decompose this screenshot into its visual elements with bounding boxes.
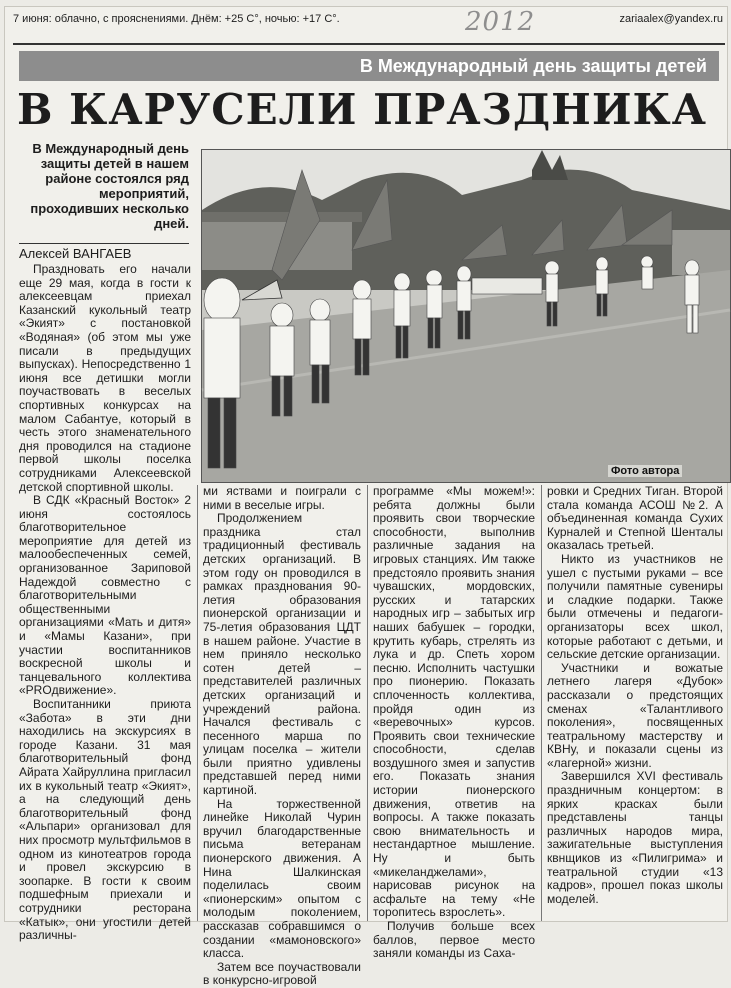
header-rule xyxy=(13,43,725,45)
article-column-2 xyxy=(203,484,361,988)
article-column-4 xyxy=(547,485,723,921)
article-paragraph: Праздновать его начали еще 29 мая, когда в гости к алексеевцам приехал Казанский кукольный театр «Экият» с постановкой «Водяная» (об этом мы уже писали в предыдущих выпусках). Непосредственно 1 июня все детишки могли поучаствовать в веселых спортивных конкурсах на малом Сабантуе, который в честь этого знаменательного дня проводился на стадионе первой школы поселка сотрудниками Алексеевской детской спортивной школы. xyxy=(19,262,191,494)
rubric-banner: В Международный день защиты детей xyxy=(19,51,719,81)
article-author: Алексей ВАНГАЕВ xyxy=(19,243,189,261)
article-paragraph: ровки и Средних Тиган. Второй стала команда АСОШ №2. А объединенная команда Сухих Курналей и Степной Шенталы оказалась третьей. xyxy=(547,484,723,553)
article-paragraph: На торжественной линейке Николай Чурин вручил благодарственные письма ветеранам пионерского движения. А Нина Шалкинская поделилась своим «пионерским» опытом с молодым поколением, рассказав собравшимся о создании «мамоновского» класса. xyxy=(203,796,361,961)
article-paragraph: Продолжением праздника стал традиционный фестиваль детских организаций. В этом году он проводился в рамках празднования 90-летия образования пионерской организации и 75-летия образования ЦДТ в нашем районе. Участие в нем приняло несколько сотен детей – представителей различных детских организаций и учреждений района. Начался фестиваль с песенного марша по улицам поселка – жители были приятно удивлены представшей перед ними картиной. xyxy=(203,511,361,798)
column-divider xyxy=(541,485,542,921)
contact-email: zariaalex@yandex.ru xyxy=(619,13,723,25)
article-paragraph: В СДК «Красный Восток» 2 июня состоялось благотворительное мероприятие для детей из малообеспеченных семей, организованное Зариповой Надеждой совместно с благотворительными общественными организациями «Мать и дитя» и «Мамы Казани», при участии воспитанников воскресной школы и танцевального коллектива «PROдвижение». xyxy=(19,493,191,698)
article-paragraph: Затем все поучаствовали в конкурсно-игровой xyxy=(203,959,361,988)
article-paragraph: программе «Мы можем!»: ребята должны были проявить свои творческие способности, выполнив различные задания на игровых станциях. Им также предстояло проявить знания чувашских, мордовских, русских и татарских народных игр – забытых игр наших бабушек – городки, крутить кубарь, стрелять из лука и др. Спеть хором песню. Исполнить частушки про пионерию. Показать сплоченность коллектива, пройдя один из «веревочных» курсов. Проявить свои технические способности, сделав воздушного змея и запустив его. Показать знания истории пионерского движения, ответив на вопросы. А также показать свою внимательность и нестандартное мышление. Ну и быть «микеланджелами», нарисовав рисунок на асфальте на тему «Не торопитесь взрослеть». xyxy=(373,484,535,920)
article-paragraph: Никто из участников не ушел с пустыми руками – все получили памятные сувениры и сладкие подарки. Также были отмечены и педагоги-организаторы всех школ, которые работают с детьми, и сельские детские организации. xyxy=(547,551,723,662)
article-column-1 xyxy=(19,262,191,943)
handwritten-year: 2012 xyxy=(465,7,536,37)
article-headline: В КАРУСЕЛИ ПРАЗДНИКА xyxy=(17,85,707,134)
photo-credit: Фото автора xyxy=(608,465,682,477)
article-lead: В Международный день защиты детей в нашем районе состоялся ряд мероприятий, проходивших несколько дней. xyxy=(30,141,189,231)
column-divider xyxy=(367,485,368,921)
weather-forecast: 7 июня: облачно, с прояснениями. Днём: +25 С°, ночью: +17 С°. xyxy=(13,13,340,25)
article-column-3 xyxy=(373,484,535,961)
article-paragraph: ми яствами и поиграли с ними в веселые игры. xyxy=(203,484,361,512)
parade-photo-illustration xyxy=(202,150,730,482)
article-paragraph: Участники и вожатые летнего лагеря «Дубок» рассказали о предстоящих сменах «Талантливого поколения», посвященных театральному мастерству и КВНу, и показали сцены из «лагерной» жизни. xyxy=(547,660,723,770)
article-photo xyxy=(201,149,731,483)
article-paragraph: Воспитанники приюта «Забота» в эти дни находились на экскурсиях в городе Казани. 31 мая благотворительный фонд Айрата Хайруллина пригласил их в кукольный театр «Экият», а на следующий день благотворительный фонд «Альпари» организовал для них просмотр мультфильмов в одном из кинотеатров города и провел экскурсию в зоопарке. В гости к своим подшефным приехали и сотрудники ресторана «Катык», они угостили детей различны- xyxy=(19,697,191,943)
article-paragraph: Получив больше всех баллов, первое место заняли команды из Саха- xyxy=(373,919,535,961)
column-divider xyxy=(197,485,198,921)
newspaper-page xyxy=(4,6,728,988)
article-paragraph: Завершился XVI фестиваль праздничным концертом: в ярких красках были представлены танцы различных народов мира, зажигательные выступления квнщиков из «Пилигрима» и театральной студии «13 кадров», прошел показ школы моделей. xyxy=(547,769,723,906)
